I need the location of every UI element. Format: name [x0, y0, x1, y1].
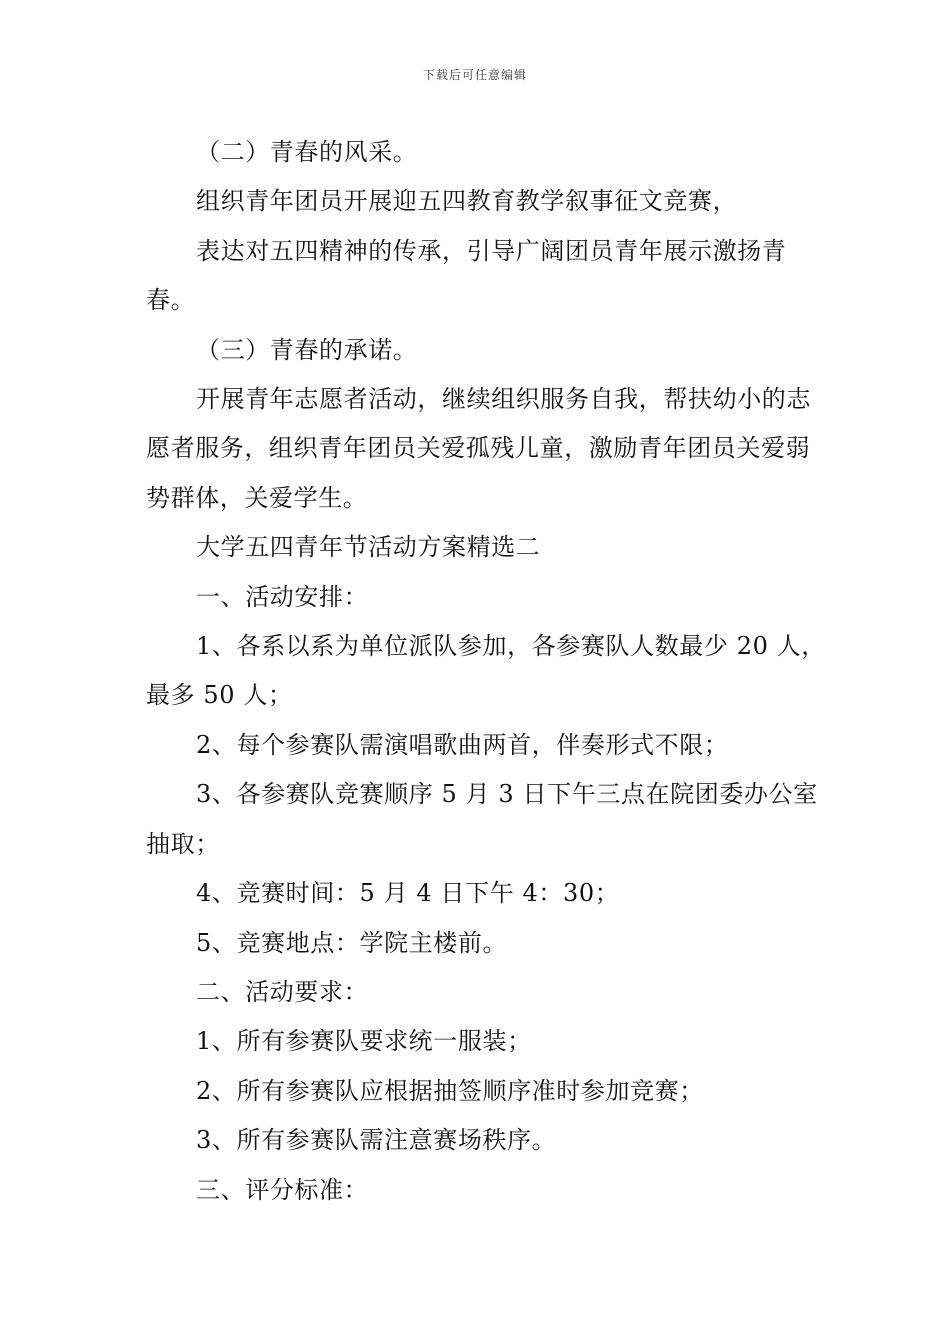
section-heading: 一、活动安排：: [196, 582, 369, 611]
paragraph: 表达对五四精神的传承，引导广阔团员青年展示激扬青春。: [146, 236, 787, 315]
section-heading: 二、活动要求：: [196, 977, 369, 1006]
page-header-note: 下载后可任意编辑: [422, 68, 527, 82]
list-item: 3、所有参赛队需注意赛场秩序。: [196, 1126, 557, 1155]
document-body: [146, 128, 826, 1215]
list-item: 1、各系以系为单位派队参加，各参赛队人数最少 20 人，最多 50 人；: [146, 632, 826, 710]
list-item: 2、所有参赛队应根据抽签顺序准时参加竞赛；: [196, 1076, 704, 1105]
list-item: 5、竞赛地点：学院主楼前。: [196, 928, 508, 957]
list-item: 3、各参赛队竞赛顺序 5 月 3 日下午三点在院团委办公室抽取；: [146, 780, 818, 858]
document-subtitle: 大学五四青年节活动方案精选二: [196, 533, 541, 562]
list-item: 4、竞赛时间：5 月 4 日下午 4：30；: [196, 879, 620, 908]
paragraph: 开展青年志愿者活动，继续组织服务自我，帮扶幼小的志愿者服务，组织青年团员关爱孤残儿童，激励青年团员关爱弱势群体，关爱学生。: [146, 385, 811, 512]
section-heading-2: （二）青春的风采。: [196, 138, 418, 166]
section-heading-3: （三）青春的承诺。: [196, 335, 418, 364]
section-heading: 三、评分标准：: [196, 1175, 369, 1204]
list-item: 1、所有参赛队要求统一服装；: [196, 1027, 532, 1056]
list-item: 2、每个参赛队需演唱歌曲两首，伴奏形式不限；: [196, 730, 729, 759]
paragraph: 组织青年团员开展迎五四教育教学叙事征文竞赛，: [196, 187, 738, 216]
